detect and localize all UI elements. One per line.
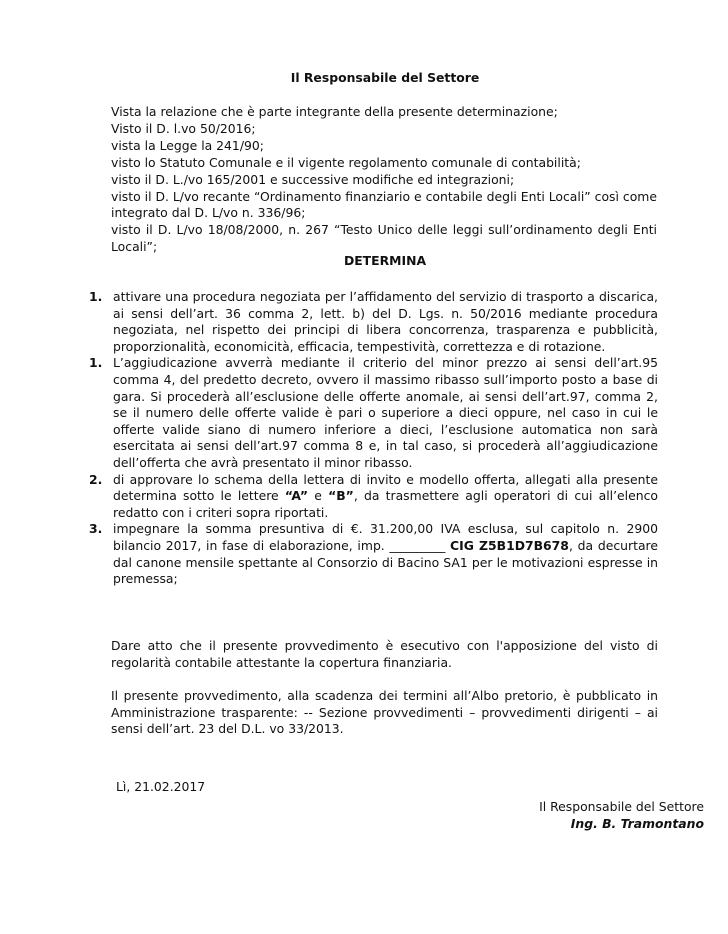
item-number: 2. xyxy=(89,471,103,487)
premise-line: visto lo Statuto Comunale e il vigente regolamento comunale di contabilità; xyxy=(111,154,581,170)
item-text xyxy=(113,472,658,522)
cig-code: CIG Z5B1D7B678 xyxy=(450,537,569,553)
attachment-letter-b: “B” xyxy=(328,488,354,504)
document-date: Lì, 21.02.2017 xyxy=(116,779,206,794)
item-text-part: impegnare la somma presuntiva di €. 31.200,00 IVA esclusa, sul capitolo n. 2900 bilancio 2017, in fase di elaborazione, imp. _________ xyxy=(113,521,658,553)
premise-line: visto il D. L/vo recante “Ordinamento finanziario e contabile degli Enti Locali” così come integrato dal D. L/vo n. 336/96; xyxy=(111,188,657,221)
item-number: 1. xyxy=(89,289,103,304)
premise-line: Vista la relazione che è parte integrante della presente determinazione; xyxy=(111,104,558,119)
signature-name: Ing. B. Tramontano xyxy=(570,816,704,831)
executive-paragraph: Dare atto che il presente provvedimento è esecutivo con l'apposizione del visto di regolarità contabile attestante la copertura finanziaria. xyxy=(111,638,658,670)
item-text-part: di approvare lo schema della lettera di invito e modello offerta, allegati alla presente determina sotto le lettere xyxy=(113,471,658,504)
item-text: L’aggiudicazione avverrà mediante il criterio del minor prezzo ai sensi dell’art.95 comma 4, del predetto decreto, ovvero il massimo ribasso sull’importo posto a base di gara. Si procederà all’esclusione delle offerte anomale, ai sensi dell’art.97, comma 2, se il numero delle offerte valide è pari o superiore a dieci oppure, nel caso in cui le offerte valide siano di numero inferiore a dieci, l’esclusione automatica non sarà esercitata ai sensi dell’art.97 comma 8 e, in tal caso, si procederà all’aggiudicazione dell’offerta che avrà presentato il minor ribasso. xyxy=(113,355,658,470)
page-title: Il Responsabile del Settore xyxy=(290,70,480,85)
premise-line: Visto il D. l.vo 50/2016; xyxy=(111,120,256,136)
list-item xyxy=(89,521,658,587)
item-text: attivare una procedura negoziata per l’affidamento del servizio di trasporto a discarica, ai sensi dell’art. 36 comma 2, lett. b) del D. Lgs. n. 50/2016 mediante procedura negoziata, nel rispetto dei principi di libera concorrenza, trasparenza e pubblicità, proporzionalità, economicità, efficacia, tempestività, correttezza e di rotazione. xyxy=(113,289,658,354)
list-item xyxy=(89,289,658,355)
list-item xyxy=(89,472,658,522)
item-text-part: , da decurtare dal canone mensile spettante al Consorzio di Bacino SA1 per le motivazioni espresse in premessa; xyxy=(113,537,658,587)
premise-line: visto il D. L./vo 165/2001 e successive modifiche ed integrazioni; xyxy=(111,171,515,187)
determination-items xyxy=(89,289,658,588)
item-text-part: e xyxy=(308,488,329,504)
premise-line: vista la Legge la 241/90; xyxy=(111,137,264,153)
item-text-part: , da trasmettere agli operatori di cui all’elenco redatto con i criteri sopra riportati. xyxy=(113,488,658,520)
determina-heading: DETERMINA xyxy=(343,253,427,268)
list-item xyxy=(89,355,658,471)
premises-list xyxy=(111,104,657,256)
item-number: 3. xyxy=(89,521,103,537)
item-number: 1. xyxy=(89,355,103,371)
item-text xyxy=(113,521,658,587)
publication-paragraph: Il presente provvedimento, alla scadenza dei termini all’Albo pretorio, è pubblicato in Amministrazione trasparente: -- Sezione provvedimenti – provvedimenti dirigenti – ai sensi dell’art. 23 del D.L. vo 33/2013. xyxy=(111,688,658,737)
signature-role: Il Responsabile del Settore xyxy=(539,799,704,814)
attachment-letter-a: “A” xyxy=(284,488,309,504)
premise-line: visto il D. L/vo 18/08/2000, n. 267 “Testo Unico delle leggi sull’ordinamento degli Enti Locali”; xyxy=(111,222,657,255)
